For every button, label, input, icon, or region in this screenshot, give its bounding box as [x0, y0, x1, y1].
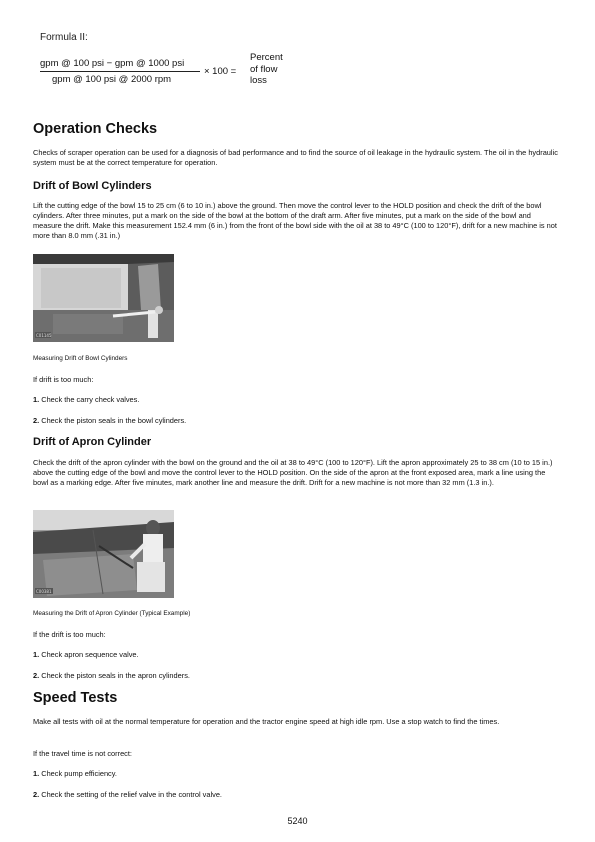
heading-drift-apron-cylinder: Drift of Apron Cylinder: [33, 436, 152, 448]
page-number: 5240: [287, 816, 308, 826]
apron-drift-body: Check the drift of the apron cylinder with the bowl on the ground and the oil at 38 to 49°C (100 to 120°F). Lift the apron approximately 25 to 38 cm (10 to 15 in.) above the cutting edge of the bowl and move the control lever to the HOLD position. On the side of the apron at the front exposed area, mark a line using the bowl as a marking edge. After five minutes, mark another line and measure the drift. Drift for a new machine is not more than 32 mm (1.3 in.).: [33, 458, 553, 487]
step-text: Check the setting of the relief valve in the control valve.: [39, 790, 222, 799]
apron-lead: If the drift is too much:: [33, 630, 106, 639]
formula-denominator: gpm @ 100 psi @ 2000 rpm: [52, 74, 172, 85]
formula-result-line: of flow: [250, 63, 278, 75]
formula-numerator: gpm @ 100 psi − gpm @ 1000 psi: [40, 58, 185, 69]
caption-apron-drift: Measuring the Drift of Apron Cylinder (Typical Example): [33, 610, 191, 617]
step-number: 1.: [33, 395, 40, 404]
step-text: Check the piston seals in the apron cylinders.: [39, 671, 190, 680]
photo-bowl-tag: C01145: [36, 333, 52, 338]
photo-apron-drift: [33, 510, 174, 598]
step-number: 2.: [33, 671, 40, 680]
bowl-step: [33, 395, 561, 405]
formula-result-line: loss: [250, 75, 267, 86]
caption-bowl-drift: Measuring Drift of Bowl Cylinders: [33, 355, 128, 362]
heading-drift-bowl-cylinders: Drift of Bowl Cylinders: [33, 180, 152, 192]
step-text: Check apron sequence valve.: [39, 650, 139, 659]
formula-result: [250, 52, 283, 87]
apron-step: [33, 671, 561, 681]
step-text: Check the carry check valves.: [39, 395, 140, 404]
bowl-drift-body: Lift the cutting edge of the bowl 15 to 25 cm (6 to 10 in.) above the ground. Then move the control lever to the HOLD position and check the drift of the bowl cylinders. After three minutes, put a mark on the side of the bowl at the bottom of the draft arm. After five minutes, put a mark on the side of the bowl and measure the drift. Make this measurement 152.4 mm (6 in.) from the front of the bowl side with the oil at 38 to 49°C (100 to 120°F), drift for a new machine is not more than 8.0 mm (.31 in.): [33, 201, 557, 240]
speed-tests-body: Make all tests with oil at the normal temperature for operation and the tractor engine speed at high idle rpm. Use a stop watch to find the times.: [33, 717, 500, 726]
formula-fraction-bar: [40, 71, 200, 72]
step-number: 2.: [33, 790, 40, 799]
formula-result-line: Percent: [250, 52, 283, 63]
photo-apron-drift-image: [33, 510, 174, 598]
formula-multiplier: × 100 =: [204, 66, 237, 77]
speed-lead: If the travel time is not correct:: [33, 749, 132, 758]
photo-bowl-drift-image: [33, 254, 174, 342]
heading-operation-checks: Operation Checks: [33, 121, 158, 137]
step-text: Check pump efficiency.: [39, 769, 117, 778]
step-number: 2.: [33, 416, 40, 425]
apron-step: [33, 650, 561, 660]
step-text: Check the piston seals in the bowl cylinders.: [39, 416, 187, 425]
speed-step: [33, 769, 561, 779]
speed-step: [33, 790, 561, 800]
formula-title: Formula II:: [40, 32, 88, 43]
bowl-step: [33, 416, 561, 426]
photo-apron-tag: C00381: [36, 589, 52, 594]
operation-checks-intro: Checks of scraper operation can be used for a diagnosis of bad performance and to find the source of oil leakage in the hydraulic system. The oil in the hydraulic system must be at the correct temperature for operation.: [33, 148, 558, 167]
bowl-lead: If drift is too much:: [33, 375, 94, 384]
formula-figure: [40, 32, 300, 94]
step-number: 1.: [33, 650, 40, 659]
step-number: 1.: [33, 769, 40, 778]
photo-bowl-drift: [33, 254, 174, 342]
heading-speed-tests: Speed Tests: [33, 690, 118, 706]
